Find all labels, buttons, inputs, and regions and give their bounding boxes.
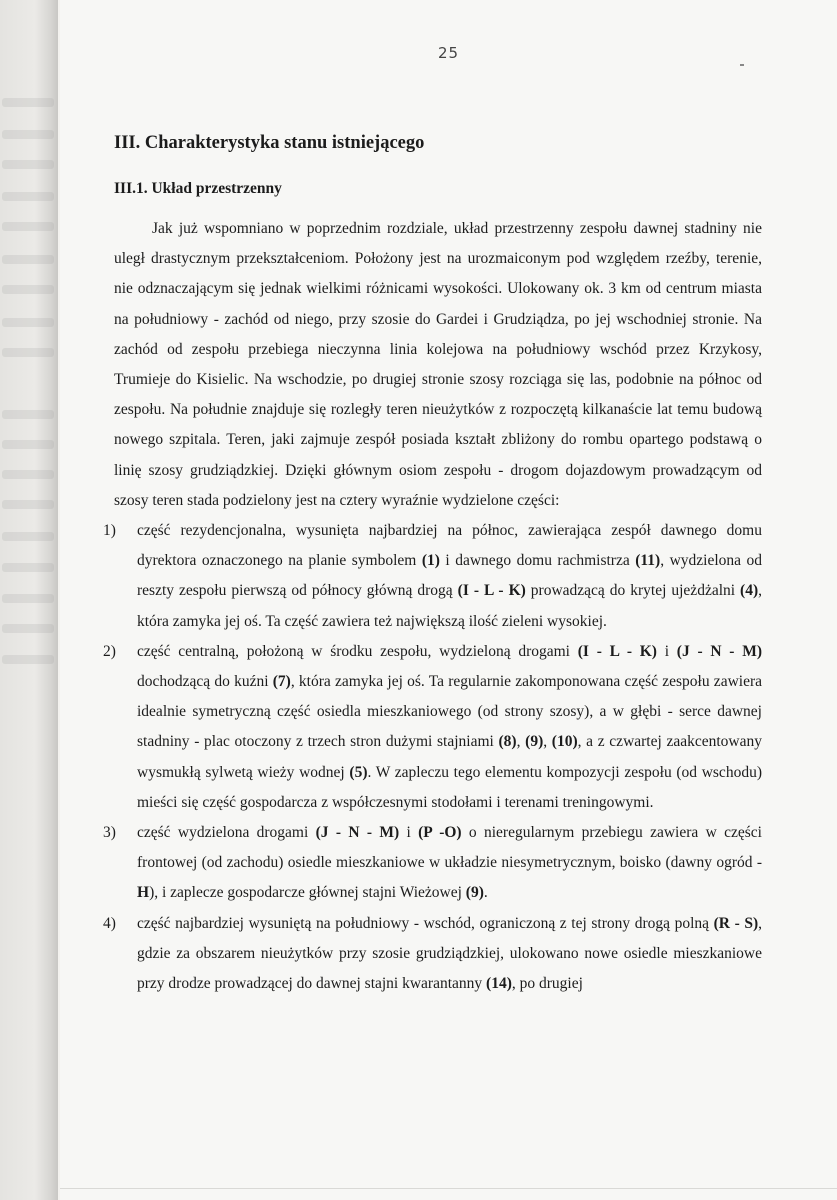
- list-item: [103, 516, 763, 637]
- plan-symbol: (I - L - K): [577, 642, 657, 660]
- section-heading: III. Charakterystyka stanu istniejącego: [114, 133, 425, 153]
- list-item-number: 1): [103, 522, 116, 540]
- plan-symbol: (8): [498, 733, 517, 751]
- list-item-text: . W zapleczu tego elementu kompozycji zespołu (od wschodu) mieści się część gospodarcza z współczesnymi stodołami i terenami treningowymi.: [137, 763, 762, 811]
- plan-symbol: (J - N - M): [676, 642, 762, 660]
- list-item-text: i: [399, 824, 419, 842]
- plan-symbol: (10): [551, 733, 578, 751]
- list-item: [103, 637, 763, 818]
- page-content: [103, 130, 763, 999]
- list-item-text: , wydzielona od reszty zespołu pierwszą od północy główną drogą: [137, 552, 763, 600]
- adjacent-page-edge: [0, 0, 58, 1200]
- list-item-text: , po drugiej: [511, 975, 583, 993]
- list-item-text: prowadzącą do krytej ujeżdżalni: [525, 582, 741, 600]
- plan-symbol: (4): [740, 582, 759, 600]
- plan-symbol: (5): [349, 763, 368, 781]
- plan-symbol: (11): [635, 552, 661, 570]
- list-item-text: część centralną, położoną w środku zespołu, wydzieloną drogami: [137, 642, 578, 660]
- plan-symbol: (1): [421, 552, 440, 570]
- list-item-text: , która zamyka jej oś. Ta część zawiera też największą ilość zieleni wysokiej.: [137, 582, 762, 630]
- list-item-text: ,: [516, 733, 526, 751]
- list-item-text: dochodzącą do kuźni: [137, 673, 273, 691]
- list-item-text: i: [656, 642, 677, 660]
- plan-symbol: (14): [486, 975, 512, 993]
- list-item-number: 4): [103, 914, 116, 932]
- subsection-heading: III.1. Układ przestrzenny: [114, 180, 282, 197]
- list-item-text: część najbardziej wysuniętą na południowy - wschód, ograniczoną z tej strony drogą polną: [137, 914, 714, 932]
- plan-symbol: (7): [272, 673, 291, 691]
- list-item: [103, 818, 762, 909]
- list-item-text: , gdzie za obszarem nieużytków przy szosie grudziądzkiej, ulokowano nowe osiedle mieszkaniowe przy drodze prowadzącej do dawnej stajni kwarantanny: [137, 914, 762, 993]
- list-item-text: .: [483, 884, 488, 902]
- plan-symbol: (R - S): [713, 914, 759, 932]
- page-number: 25: [437, 44, 460, 62]
- page-bottom-edge: [60, 1188, 837, 1189]
- scan-speck: [740, 64, 744, 66]
- list-item-text: część wydzielona drogami: [137, 824, 316, 842]
- list-item-text: część rezydencjonalna, wysunięta najbardziej na północ, zawierająca zespół dawnego domu dyrektora oznaczonego na planie symbolem: [137, 522, 762, 570]
- list-item-text: , która zamyka jej oś. Ta regularnie zakomponowana część zespołu zawiera idealnie symetryczną część osiedla mieszkaniowego (od strony szosy), a w głębi - serce dawnej stadniny - plac otoczony z trzech stron dużymi stajniami: [137, 673, 762, 751]
- plan-symbol: H: [137, 884, 150, 902]
- plan-symbol: (J - N - M): [315, 824, 400, 842]
- list-item-text: ,: [543, 733, 552, 751]
- plan-symbol: (I - L - K): [457, 582, 526, 600]
- list-item-text: o nieregularnym przebiegu zawiera w części frontowej (od zachodu) osiedle mieszkaniowe w układzie niesymetrycznym, boisko (dawny ogród -: [137, 824, 762, 872]
- document-page: [60, 0, 837, 1200]
- list-item-text: i dawnego domu rachmistrza: [439, 552, 636, 570]
- parts-list: [103, 516, 763, 999]
- plan-symbol: (9): [525, 733, 544, 751]
- intro-paragraph: Jak już wspomniano w poprzednim rozdziale, układ przestrzenny zespołu dawnej stadniny nie uległ drastycznym przekształceniom. Położony jest na urozmaiconym pod względem rzeźby, terenie, nie odznaczającym się jednak wielkimi różnicami wysokości. Ulokowany ok. 3 km od centrum miasta na południowy - zachód od niego, przy szosie do Gardei i Grudziądza, po jej wschodniej stronie. Na zachód od zespołu przebiega nieczynna linia kolejowa na południowy wschód przez Krzykosy, Trumieje do Kisielic. Na wschodzie, po drugiej stronie szosy rozciąga się las, podobnie na północ od zespołu. Na południe znajduje się rozległy teren nieużytków z rozpoczętą kilkanaście lat temu budową nowego szpitala. Teren, jaki zajmuje zespół posiada kształt zbliżony do rombu opartego podstawą o linię szosy grudziądzkiej. Dzięki głównym osiom zespołu - drogom dojazdowym prowadzącym od szosy teren stada podzielony jest na cztery wyraźnie wydzielone części:: [114, 220, 762, 509]
- plan-symbol: (9): [465, 884, 484, 902]
- list-item-text: ), i zaplecze gospodarcze głównej stajni Wieżowej: [149, 884, 466, 902]
- list-item-text: , a z czwartej zaakcentowany wysmukłą sylwetą wieży wodnej: [137, 733, 763, 781]
- list-item-number: 3): [103, 824, 116, 842]
- list-item: [103, 909, 762, 1000]
- list-item-number: 2): [103, 642, 116, 660]
- plan-symbol: (P -O): [418, 824, 462, 842]
